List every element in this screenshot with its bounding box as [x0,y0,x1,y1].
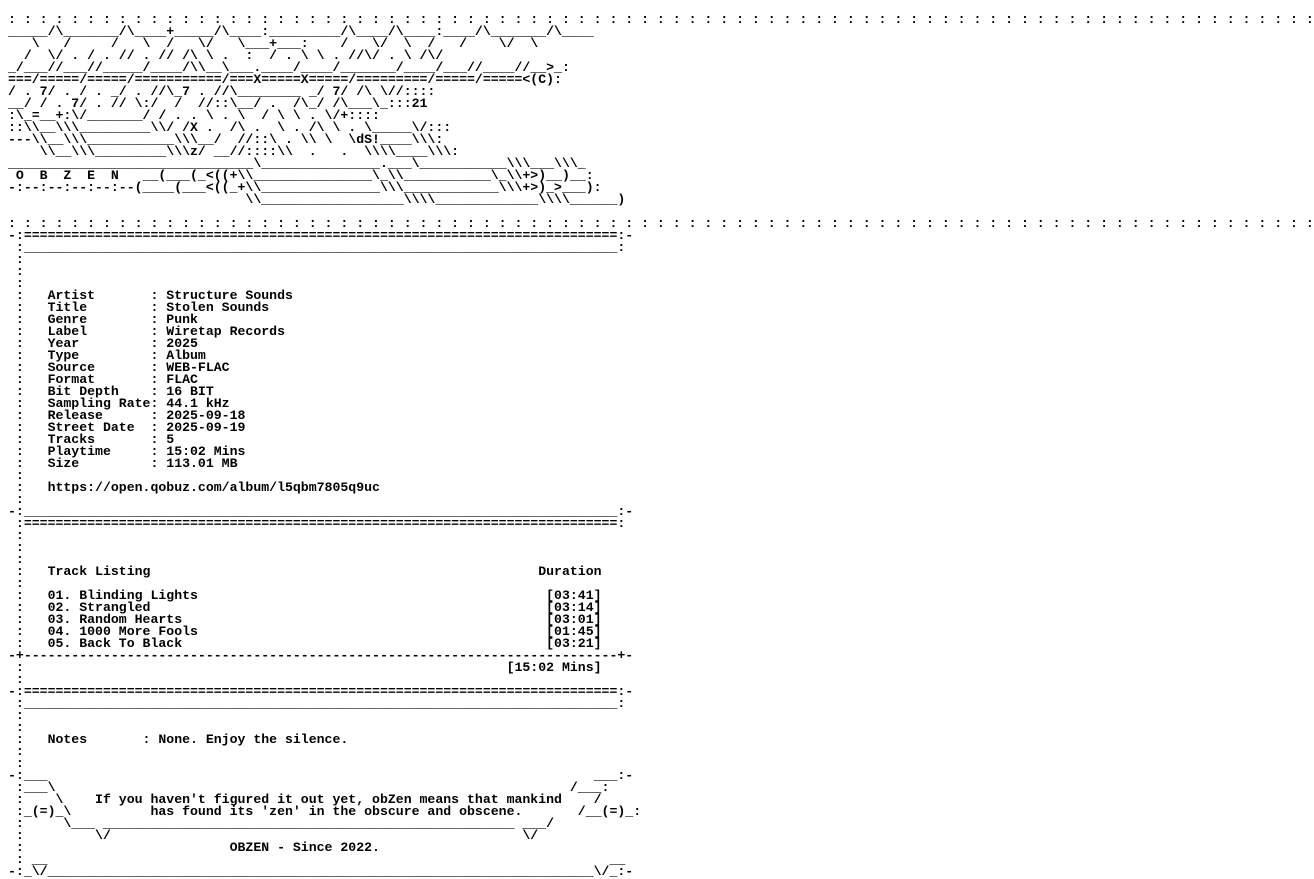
line: : [8,264,24,279]
line: : [8,720,24,735]
info-tracks: : Tracks : 5 [8,432,175,447]
line: : [8,540,24,555]
info-bit-depth: : Bit Depth : 16 BIT [8,384,214,399]
line: _______________________________\_______________.___\___________\\\___\\\_ [8,156,586,171]
line: -:--:--:--:--:--(____(___<((_+\\_______________\\\____________\\\+>)_>___): [8,180,602,195]
line: __/ / . 7/ . // \:/ / //::\__/ . /\_/ /\___\_:::21 [8,96,428,111]
line: \ / / \ / \/ \___+___: / \/ \ / / \/ \ [8,36,539,51]
line: : \___ ____________________________________________________ ___/ [8,816,555,831]
line: O B Z E N __(___(_<((+\\_______________\_\\___________\_\\+>)__)__: [8,168,594,183]
line: : [8,492,24,507]
line: : \/ \/ [8,828,539,843]
line: : [8,552,24,567]
nfo-text [8,2,1314,878]
line: -:_\/_____________________________________________________________________\/_:- [8,864,634,879]
line: \\__\\\_________\\\z/ __//::::\\ . . \\\\____\\\: [8,144,460,159]
line: ---\\__\\\___________\\\__/ //::\ . \\ \ \dS!____\\\: [8,132,444,147]
line: / . 7/ . / . _/ . //\_7 . //\________ _/ 7/ /\ \//:::: [8,84,436,99]
info-artist: : Artist : Structure Sounds [8,288,293,303]
tagline: :_(=)_\ has found its 'zen' in the obscure and obscene. /__(=)_: [8,804,642,819]
total-duration: : [15:02 Mins] [8,660,602,675]
track-row: : 02. Strangled [03:14] [8,600,602,615]
info-street-date: : Street Date : 2025-09-19 [8,420,246,435]
line: _/___//___//_____/____/\\__\___.____/____/_______/____/___//____//__>_: [8,60,570,75]
line: : __ __ [8,852,626,867]
line: \\__________________\\\\_____________\\\\______) [8,192,626,207]
footer-credit: : OBZEN - Since 2022. [8,840,380,855]
line: -:___ ___:- [8,768,634,783]
info-title: : Title : Stolen Sounds [8,300,270,315]
track-listing-header: : Track Listing Duration [8,564,602,579]
line: ===/=====/=====/===========/===X=====X=====/=========/=====/=====<(C): [8,72,562,87]
info-source: : Source : WEB-FLAC [8,360,230,375]
line: : [8,276,24,291]
line: : : : : : : : : : : : : : : : : : : : : : : : : : : : : : : : : : : : : : : : : : : : : : : : : : : : : : : : : : : : : : : : : : : : : : : : : : : : : : : : : : : : [8,12,1314,27]
line: :___________________________________________________________________________: [8,240,626,255]
line: : [8,708,24,723]
line: -+---------------------------------------------------------------------------+- [8,648,634,663]
info-genre: : Genre : Punk [8,312,198,327]
info-sampling-rate: : Sampling Rate: 44.1 kHz [8,396,230,411]
line: : [8,672,24,687]
line: / \/ . / . // . // /\ \ . : / . \ \ . //\/ . \ /\/ [8,48,444,63]
info-release: : Release : 2025-09-18 [8,408,246,423]
track-row: : 01. Blinding Lights [03:41] [8,588,602,603]
album-url: : https://open.qobuz.com/album/l5qbm7805q9uc [8,480,380,495]
line: :\_=__+:\/_______/ / . . \ . \ / \ \ . \/+:::: [8,108,380,123]
line: : [8,744,24,759]
line: : [8,576,24,591]
tagline: : \ If you haven't figured it out yet, obZen means that mankind / [8,792,602,807]
line: : [8,252,24,267]
info-playtime: : Playtime : 15:02 Mins [8,444,246,459]
line: : [8,468,24,483]
line: :___________________________________________________________________________: [8,696,626,711]
line: : [8,756,24,771]
line: : [8,528,24,543]
line: :___\ /___: [8,780,610,795]
info-label: : Label : Wiretap Records [8,324,285,339]
line: ::\\__\\\_________\\/ /X . /\ . \ . /\ \ . \_____\/::: [8,120,452,135]
line: :===========================================================================: [8,516,626,531]
info-type: : Type : Album [8,348,206,363]
info-size: : Size : 113.01 MB [8,456,238,471]
line: _____/\_______/\____+_____/\____:_________/\____/\____:____/\_______/\____ [8,24,594,39]
track-row: : 05. Back To Black [03:21] [8,636,602,651]
line: -:___________________________________________________________________________:- [8,504,634,519]
line: -:===========================================================================:- [8,228,634,243]
notes: : Notes : None. Enjoy the silence. [8,732,349,747]
line: -:===========================================================================:- [8,684,634,699]
line: : : : : : : : : : : : : : : : : : : : : : : : : : : : : : : : : : : : : : : : : : : : : : : : : : : : : : : : : : : : : : : : : : : : : : : : : : : : : : : : : : : : [8,216,1314,231]
track-row: : 04. 1000 More Fools [01:45] [8,624,602,639]
info-year: : Year : 2025 [8,336,198,351]
track-row: : 03. Random Hearts [03:01] [8,612,602,627]
info-format: : Format : FLAC [8,372,198,387]
